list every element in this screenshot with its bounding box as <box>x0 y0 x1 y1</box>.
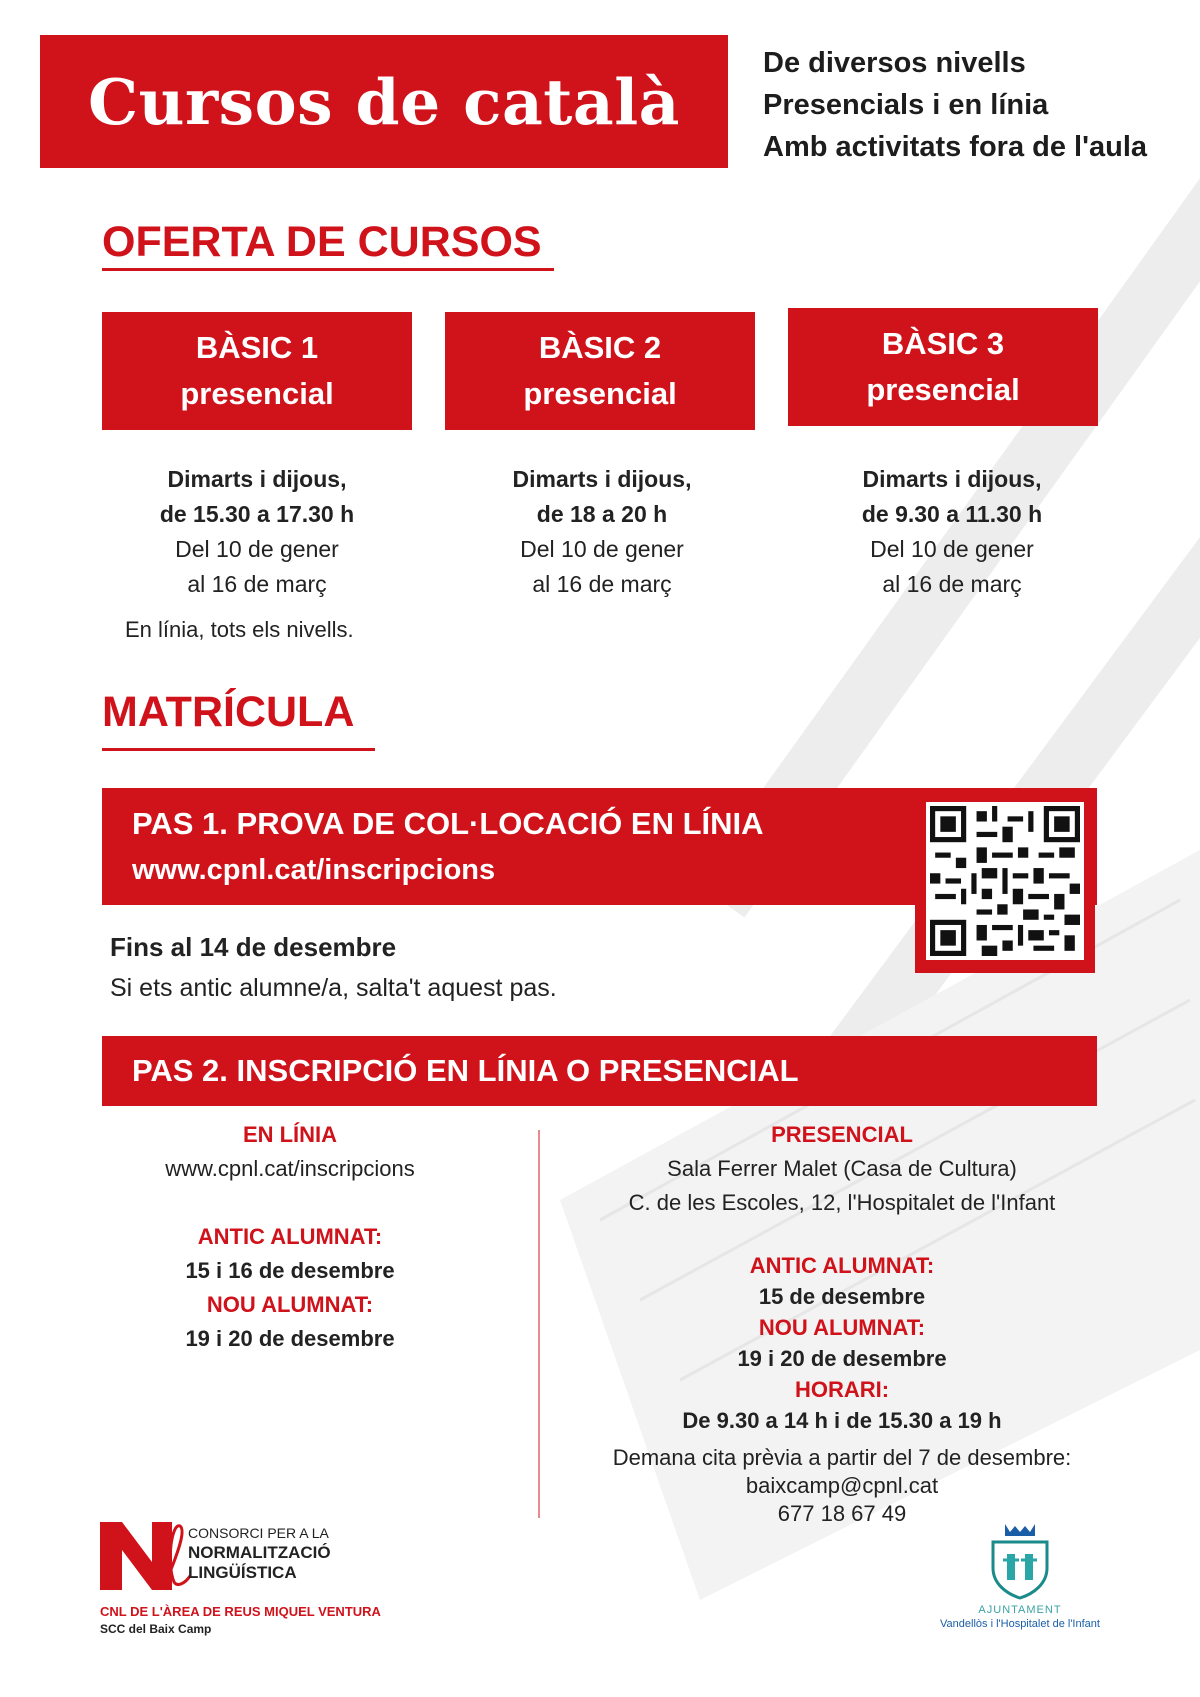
step2-banner <box>102 1036 1097 1106</box>
course-end: al 16 de març <box>532 571 672 597</box>
cpnl-logo-icon <box>100 1522 190 1590</box>
course-start: Del 10 de gener <box>520 536 684 562</box>
scc-name: SCC del Baix Camp <box>100 1622 212 1636</box>
online-url[interactable]: www.cpnl.cat/inscripcions <box>165 1156 415 1181</box>
online-note: En línia, tots els nivells. <box>125 617 354 642</box>
step1-title: PAS 1. PROVA DE COL·LOCACIÓ EN LÍNIA <box>132 805 764 841</box>
enrollment-heading-underline <box>102 748 375 751</box>
step1-deadline: Fins al 14 de desembre <box>110 932 397 962</box>
in-person-place: Sala Ferrer Malet (Casa de Cultura) <box>667 1156 1017 1181</box>
contact-email[interactable]: baixcamp@cpnl.cat <box>745 1473 939 1498</box>
feature-list <box>763 42 1147 168</box>
online-heading: EN LÍNIA <box>242 1122 338 1147</box>
in-person-new-students-label: NOU ALUMNAT: <box>758 1315 926 1340</box>
in-person-address: C. de les Escoles, 12, l'Hospitalet de l'Infant <box>628 1190 1056 1215</box>
course-days: Dimarts i dijous, <box>862 466 1042 492</box>
title-banner <box>40 35 728 168</box>
course-mode: presencial <box>523 376 677 411</box>
step1-url[interactable]: www.cpnl.cat/inscripcions <box>132 853 496 886</box>
column-divider <box>538 1130 540 1518</box>
course-card-basic-2 <box>445 312 755 430</box>
qr-code-icon[interactable] <box>930 806 1080 956</box>
step2-title: PAS 2. INSCRIPCIÓ EN LÍNIA O PRESENCIAL <box>132 1053 799 1088</box>
online-enrollment-column <box>110 1118 470 1356</box>
online-old-students-label: ANTIC ALUMNAT: <box>197 1224 383 1249</box>
feature-item: Amb activitats fora de l'aula <box>763 131 1148 163</box>
town-coat-of-arms-icon <box>985 1520 1055 1600</box>
course-card-basic-3 <box>788 308 1098 426</box>
enrollment-heading: MATRÍCULA <box>102 688 355 736</box>
course-level: BÀSIC 1 <box>195 330 319 365</box>
online-new-students-dates: 19 i 20 de desembre <box>185 1326 395 1351</box>
course-start: Del 10 de gener <box>175 536 339 562</box>
offer-heading-underline <box>102 268 554 271</box>
contact-phone[interactable]: 677 18 67 49 <box>777 1501 907 1526</box>
course-schedule-basic-3 <box>787 462 1117 602</box>
feature-item: De diversos nivells <box>763 47 1026 79</box>
online-old-students-dates: 15 i 16 de desembre <box>185 1258 395 1283</box>
in-person-schedule: De 9.30 a 14 h i de 15.30 a 19 h <box>682 1408 1002 1433</box>
qr-code-frame <box>915 788 1095 973</box>
cpnl-logo-text <box>188 1523 331 1583</box>
in-person-old-students-dates: 15 de desembre <box>758 1284 926 1309</box>
course-mode: presencial <box>180 376 334 411</box>
course-level: BÀSIC 2 <box>538 330 662 365</box>
municipality-name: Vandellòs i l'Hospitalet de l'Infant <box>940 1618 1100 1630</box>
course-mode: presencial <box>866 372 1020 407</box>
course-hours: de 9.30 a 11.30 h <box>861 501 1043 527</box>
course-days: Dimarts i dijous, <box>512 466 692 492</box>
cpnl-line-1: CONSORCI PER A LA <box>188 1525 329 1541</box>
offer-heading: OFERTA DE CURSOS <box>102 218 542 266</box>
in-person-schedule-label: HORARI: <box>794 1377 890 1402</box>
course-days: Dimarts i dijous, <box>167 466 347 492</box>
ajuntament-label: AJUNTAMENT <box>978 1604 1062 1616</box>
course-start: Del 10 de gener <box>870 536 1034 562</box>
course-hours: de 15.30 a 17.30 h <box>159 501 355 527</box>
course-level: BÀSIC 3 <box>881 326 1005 361</box>
cpnl-line-2: NORMALITZACIÓ <box>188 1543 331 1562</box>
course-schedule-basic-1 <box>92 462 422 602</box>
course-hours: de 18 a 20 h <box>536 501 668 527</box>
in-person-old-students-label: ANTIC ALUMNAT: <box>749 1253 935 1278</box>
in-person-heading: PRESENCIAL <box>771 1122 913 1147</box>
course-end: al 16 de març <box>187 571 327 597</box>
cnl-name: CNL DE L'ÀREA DE REUS MIQUEL VENTURA <box>100 1604 381 1619</box>
course-card-basic-1 <box>102 312 412 430</box>
page-title: Cursos de català <box>88 64 680 139</box>
appointment-note: Demana cita prèvia a partir del 7 de desembre: <box>612 1445 1072 1470</box>
step1-note: Si ets antic alumne/a, salta't aquest pas. <box>110 974 557 1002</box>
in-person-new-students-dates: 19 i 20 de desembre <box>737 1346 947 1371</box>
online-new-students-label: NOU ALUMNAT: <box>206 1292 374 1317</box>
cpnl-line-3: LINGÜÍSTICA <box>188 1563 297 1582</box>
course-end: al 16 de març <box>882 571 1022 597</box>
feature-item: Presencials i en línia <box>763 89 1049 121</box>
course-schedule-basic-2 <box>437 462 767 602</box>
in-person-enrollment-column <box>582 1118 1102 1528</box>
